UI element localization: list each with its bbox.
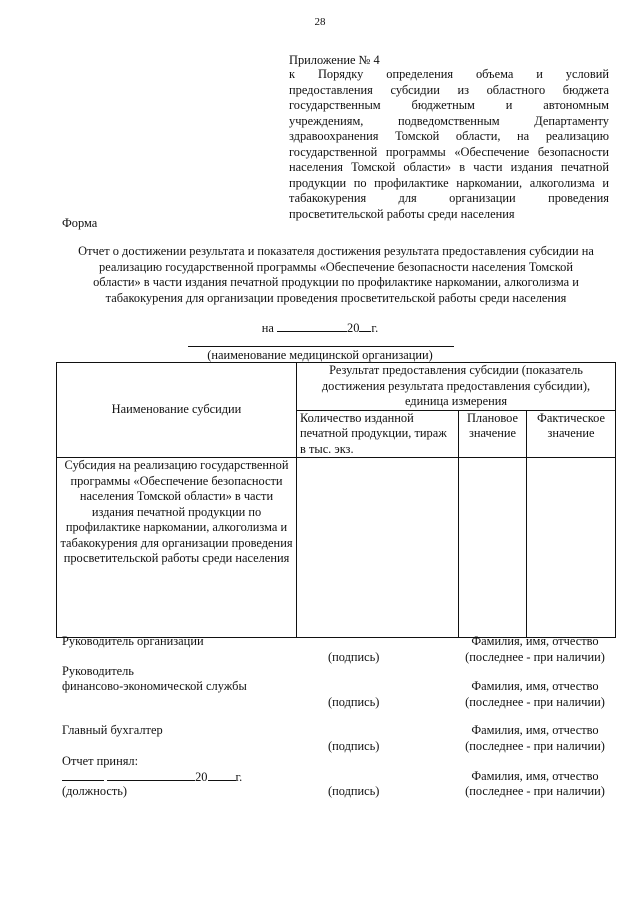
accepted-signature-caption: (подпись) bbox=[328, 784, 380, 798]
appendix-line: табакокурения для организации проведения bbox=[289, 191, 609, 205]
appendix-line: продукции по профилактике наркомании, алкоголизма и bbox=[289, 175, 609, 190]
appendix-line: здравоохранения Томской области, на реализацию bbox=[289, 129, 609, 143]
accepted-fio: Фамилия, имя, отчество bbox=[471, 769, 599, 783]
accepted-year-prefix: 20 bbox=[195, 770, 208, 784]
accepted-signature-field[interactable] bbox=[107, 769, 195, 781]
page-number: 28 bbox=[314, 16, 326, 28]
accountant-fio: Фамилия, имя, отчество bbox=[471, 723, 599, 737]
row-actual-cell[interactable] bbox=[527, 458, 616, 638]
accountant-label: Главный бухгалтер bbox=[62, 723, 163, 737]
header-actual: Фактическое значение bbox=[527, 410, 616, 458]
finance-label-1: Руководитель bbox=[62, 664, 134, 678]
date-year-prefix: 20 bbox=[347, 321, 360, 335]
accepted-position-field[interactable] bbox=[62, 769, 104, 781]
report-title-line: табакокурения для организации проведения просветительской работы среди населения bbox=[105, 290, 567, 305]
head-label: Руководитель организации bbox=[62, 634, 204, 648]
year-blank-field[interactable] bbox=[359, 320, 371, 332]
row-quantity-cell[interactable] bbox=[297, 458, 459, 638]
appendix-line: предоставления субсидии из областного бюджета bbox=[289, 82, 609, 97]
date-blank-field[interactable] bbox=[277, 320, 347, 332]
finance-fio-note: (последнее - при наличии) bbox=[465, 695, 605, 709]
date-suffix: г. bbox=[371, 321, 379, 335]
accepted-date-suffix: г. bbox=[235, 770, 243, 784]
row-planned-cell[interactable] bbox=[459, 458, 527, 638]
report-title-line: реализацию государственной программы «Обеспечение безопасности населения Томской bbox=[99, 259, 573, 274]
header-result: Результат предоставления субсидии (показатель достижения результата предоставления субсидии), единица измерения bbox=[297, 363, 616, 411]
head-fio-note: (последнее - при наличии) bbox=[465, 650, 605, 664]
appendix-line: населения Томской области» в части издания печатной bbox=[289, 160, 609, 174]
appendix-line: просветительской работы среди населения bbox=[289, 206, 515, 221]
table-row bbox=[57, 458, 616, 638]
accountant-signature-caption: (подпись) bbox=[328, 739, 380, 753]
report-date-line bbox=[0, 320, 640, 337]
finance-label-2: финансово-экономической службы bbox=[62, 679, 247, 693]
header-subsidy-name: Наименование субсидии bbox=[57, 363, 297, 458]
appendix-line: государственным бюджетным и автономным bbox=[289, 98, 609, 112]
accepted-fio-note: (последнее - при наличии) bbox=[465, 784, 605, 798]
header-quantity: Количество изданной печатной продукции, тираж в тыс. экз. bbox=[297, 410, 459, 458]
position-caption: (должность) bbox=[62, 784, 128, 798]
appendix-line: учреждениям, подведомственным Департаменту bbox=[289, 113, 609, 128]
report-title bbox=[62, 244, 610, 306]
appendix-line: к Порядку определения объема и условий bbox=[289, 67, 609, 81]
org-name-field[interactable] bbox=[188, 346, 454, 347]
header-planned: Плановое значение bbox=[459, 410, 527, 458]
head-signature-caption: (подпись) bbox=[328, 650, 380, 664]
appendix-text bbox=[289, 67, 609, 222]
date-prefix: на bbox=[261, 321, 274, 335]
row-subsidy-name: Субсидия на реализацию государственной программы «Обеспечение безопасности населения Томской области» в части издания печатной продукции по профилактике наркомании, алкоголизма и табакокурения для организации проведения просветительской работы среди населения bbox=[57, 458, 297, 638]
org-name-caption: (наименование медицинской организации) bbox=[207, 348, 433, 362]
accepted-year-field[interactable] bbox=[208, 769, 236, 781]
finance-fio: Фамилия, имя, отчество bbox=[471, 679, 599, 693]
appendix-line: государственной программы «Обеспечение безопасности bbox=[289, 144, 609, 159]
form-label: Форма bbox=[62, 216, 98, 230]
finance-signature-caption: (подпись) bbox=[328, 695, 380, 709]
report-title-line: области» в части издания печатной продукции по профилактике наркомании, алкоголизма и bbox=[93, 275, 579, 289]
head-fio: Фамилия, имя, отчество bbox=[471, 634, 599, 648]
accepted-label: Отчет принял: bbox=[62, 754, 139, 768]
appendix-title: Приложение № 4 bbox=[289, 53, 380, 67]
report-title-line: Отчет о достижении результата и показателя достижения результата предоставления субсидии на bbox=[78, 244, 594, 258]
accountant-fio-note: (последнее - при наличии) bbox=[465, 739, 605, 753]
report-table bbox=[56, 362, 616, 638]
